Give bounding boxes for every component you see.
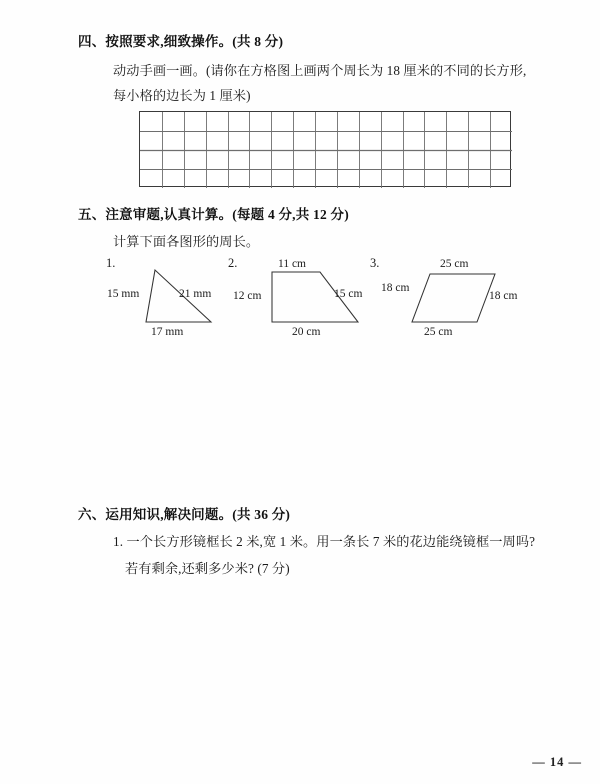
section-six-line-2: 若有剩余,还剩多少米? (7 分) [125, 561, 290, 576]
section-six-heading: 六、运用知识,解决问题。(共 36 分) [78, 507, 291, 522]
trapezoid-label-bottom: 20 cm [292, 326, 321, 338]
section-five-line-1: 计算下面各图形的周长。 [113, 234, 260, 249]
problem-2-number: 2. [228, 256, 238, 270]
section-four-line-1: 动动手画一画。(请你在方格图上画两个周长为 18 厘米的不同的长方形, [113, 63, 527, 78]
parallelogram-label-top: 25 cm [440, 258, 469, 270]
answer-grid-lines [140, 112, 512, 188]
section-five-heading: 五、注意审题,认真计算。(每题 4 分,共 12 分) [78, 207, 349, 222]
triangle-label-right: 21 mm [179, 288, 212, 300]
section-four-line-2: 每小格的边长为 1 厘米) [113, 88, 251, 103]
section-six-line-1: 1. 一个长方形镜框长 2 米,宽 1 米。用一条长 7 米的花边能绕镜框一周吗? [113, 534, 536, 549]
parallelogram-label-right: 18 cm [489, 290, 518, 302]
trapezoid-label-top: 11 cm [278, 258, 306, 270]
parallelogram-label-left: 18 cm [381, 282, 410, 294]
triangle-label-bottom: 17 mm [151, 326, 184, 338]
parallelogram-label-bottom: 25 cm [424, 326, 453, 338]
section-four-heading: 四、按照要求,细致操作。(共 8 分) [78, 34, 284, 49]
trapezoid-label-left: 12 cm [233, 290, 262, 302]
page-number-footer: — 14 — [532, 755, 582, 769]
triangle-label-left: 15 mm [107, 288, 140, 300]
trapezoid-label-right: 15 cm [334, 288, 363, 300]
answer-grid[interactable] [139, 111, 511, 187]
problem-1-number: 1. [106, 256, 116, 270]
problem-3-number: 3. [370, 256, 380, 270]
